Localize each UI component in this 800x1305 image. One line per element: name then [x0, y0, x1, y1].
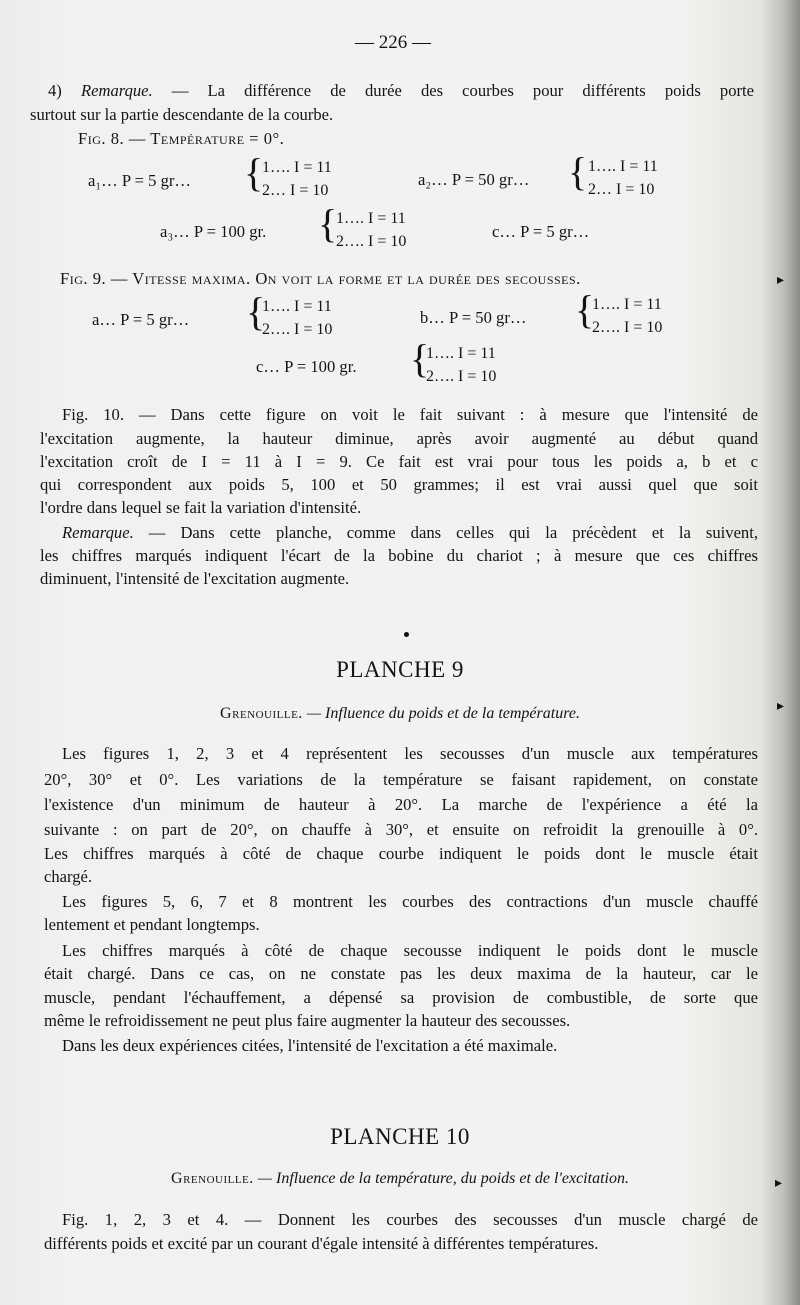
fig9-b-label: b… P = 50 gr… — [420, 308, 527, 327]
fig8-a3-row2: 2…. I = 10 — [336, 233, 407, 250]
planche9-p2-line-2: lentement et pendant longtemps. — [44, 915, 260, 934]
fig9-c-row2: 2…. I = 10 — [426, 368, 497, 385]
fig10-line-2: l'excitation augmente, la hauteur diminue, après avoir augmenté au début quand — [40, 429, 758, 448]
remarque2-line-1 — [62, 522, 758, 544]
planche10-p1-line-1: Fig. 1, 2, 3 et 4. — Donnent les courbes des secousses d'un muscle chargé de — [62, 1210, 758, 1229]
planche9-p1-line-1: Les figures 1, 2, 3 et 4 représentent les secousses d'un muscle aux températures — [62, 744, 758, 763]
fig8-title: Fig. 8. — Température = 0°. — [78, 129, 285, 148]
remarque2-line-3: diminuent, l'intensité de l'excitation augmente. — [40, 569, 350, 588]
brace-icon: { — [575, 287, 595, 332]
planche9-p3-line-4: même le refroidissement ne peut plus faire augmenter la hauteur des secousses. — [44, 1011, 571, 1030]
remarque-text: — La différence de durée des courbes pour différents poids porte — [171, 81, 754, 100]
fig8-a2-label: a₂… P = 50 gr… — [418, 170, 530, 189]
remarque-intro-line-1 — [48, 80, 754, 102]
margin-mark-icon: ▸ — [777, 699, 785, 714]
fig10-line-1: Fig. 10. — Dans cette figure on voit le fait suivant : à mesure que l'intensité de — [62, 405, 758, 424]
fig9-c-label: c… P = 100 gr. — [256, 357, 357, 376]
fig8-a1-row1: 1…. I = 11 — [262, 159, 332, 176]
fig9-a-row1: 1…. I = 11 — [262, 298, 332, 315]
brace-icon: { — [410, 336, 430, 381]
brace-icon: { — [568, 149, 588, 194]
planche9-p1-line-4: suivante : on part de 20°, on chauffe à 30°, et ensuite on refroidit la grenouille à 0°. — [44, 820, 758, 839]
planche10-caption-subject: Grenouille. — [171, 1170, 254, 1187]
remarque-number: 4) — [48, 81, 62, 100]
planche9-p2-line-1: Les figures 5, 6, 7 et 8 montrent les courbes des contractions d'un muscle chauffé — [62, 892, 758, 911]
margin-mark-icon: ▸ — [775, 1176, 783, 1191]
ornament-dot-icon — [404, 632, 409, 637]
planche9-caption — [0, 705, 800, 723]
planche9-p1-line-2: 20°, 30° et 0°. Les variations de la température se faisant rapidement, on constate — [44, 770, 758, 789]
page-number: — 226 — — [355, 32, 431, 53]
fig9-title-text: Fig. 9. — Vitesse maxima. On voit la forme et la durée des secousses. — [60, 269, 581, 288]
planche9-caption-subject: Grenouille. — [220, 705, 303, 722]
fig9-c-row1: 1…. I = 11 — [426, 345, 496, 362]
fig8-c-label: c… P = 5 gr… — [492, 222, 590, 241]
planche9-p3-line-3: muscle, pendant l'échauffement, a dépensé sa provision de combustible, de sorte que — [44, 988, 758, 1007]
fig8-a3-label: a₃… P = 100 gr. — [160, 222, 267, 241]
remarque2-text: — Dans cette planche, comme dans celles qui la précèdent et la suivent, — [148, 523, 758, 542]
planche9-caption-text: — Influence du poids et de la température. — [306, 705, 580, 722]
brace-icon: { — [246, 289, 266, 334]
fig8-a3-row1: 1…. I = 11 — [336, 210, 406, 227]
fig8-a2-row2: 2… I = 10 — [588, 181, 655, 198]
brace-icon: { — [318, 201, 338, 246]
fig9-title — [60, 268, 581, 290]
fig10-line-4: qui correspondent aux poids 5, 100 et 50 grammes; il est vrai aussi quel que soit — [40, 475, 758, 494]
planche9-p3-line-2: était chargé. Dans ce cas, on ne constate pas les deux maxima de la hauteur, car le — [44, 964, 758, 983]
fig9-a-row2: 2…. I = 10 — [262, 321, 333, 338]
fig8-a1-label: a₁… P = 5 gr… — [88, 171, 192, 190]
planche9-p1-line-6: chargé. — [44, 867, 93, 886]
remarque-intro-line-2: surtout sur la partie descendante de la courbe. — [30, 105, 334, 124]
remarque2-label: Remarque. — [62, 523, 134, 542]
remarque2-line-2: les chiffres marqués indiquent l'écart de la bobine du chariot ; à mesure que ces chiffres — [40, 546, 758, 565]
remarque-label: Remarque. — [80, 81, 153, 100]
planche9-p4-line-1: Dans les deux expériences citées, l'intensité de l'excitation a été maximale. — [62, 1036, 558, 1055]
fig10-line-5: l'ordre dans lequel se fait la variation d'intensité. — [40, 498, 362, 517]
planche9-p3-line-1: Les chiffres marqués à côté de chaque secousse indiquent le poids dont le muscle — [62, 941, 758, 960]
planche10-caption — [0, 1170, 800, 1188]
planche9-p1-line-5: Les chiffres marqués à côté de chaque courbe indiquent le poids dont le muscle était — [44, 844, 758, 863]
planche10-title: PLANCHE 10 — [330, 1124, 470, 1149]
margin-mark-icon: ▸ — [777, 273, 785, 288]
planche9-p1-line-3: l'existence d'un minimum de hauteur à 20°. La marche de l'expérience a été la — [44, 795, 758, 814]
fig9-a-label: a… P = 5 gr… — [92, 310, 190, 329]
fig8-a1-row2: 2… I = 10 — [262, 182, 329, 199]
fig9-b-row1: 1…. I = 11 — [592, 296, 662, 313]
brace-icon: { — [244, 150, 264, 195]
fig9-b-row2: 2…. I = 10 — [592, 319, 663, 336]
planche9-title: PLANCHE 9 — [336, 657, 464, 682]
fig10-line-3: l'excitation croît de I = 11 à I = 9. Ce fait est vrai pour tous les poids a, b et c — [40, 452, 758, 471]
fig8-a2-row1: 1…. I = 11 — [588, 158, 658, 175]
planche10-p1-line-2: différents poids et excité par un courant d'égale intensité à différentes températures. — [44, 1234, 599, 1253]
planche10-caption-text: — Influence de la température, du poids et de l'excitation. — [257, 1170, 629, 1187]
